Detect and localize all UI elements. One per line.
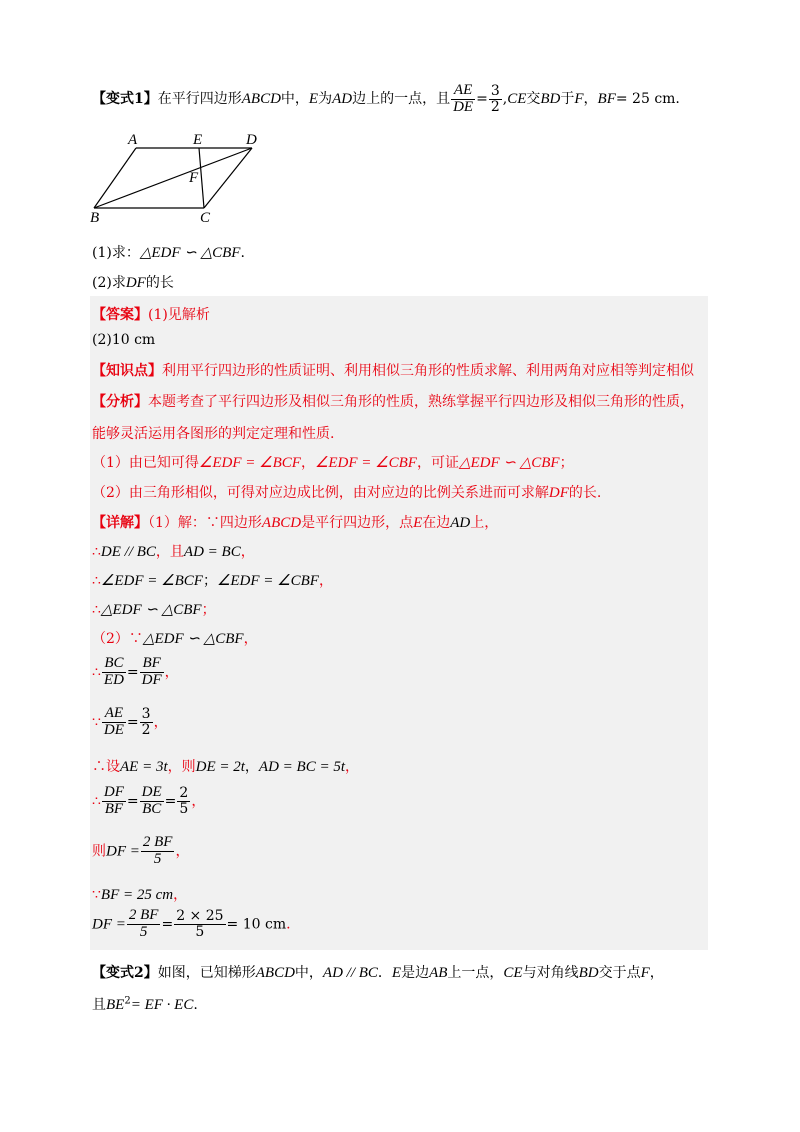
variant2-expr: E xyxy=(391,965,402,981)
analysis-line-2 xyxy=(92,423,334,443)
detail-expr: ABCD xyxy=(261,515,302,531)
fraction-den: 5 xyxy=(195,923,205,940)
detail-line-4 xyxy=(92,599,216,619)
q2-df: DF xyxy=(125,275,146,291)
therefore: ∴ xyxy=(92,544,101,560)
analysis-expr: △EDF ∽ △CBF xyxy=(458,455,560,471)
fraction-num: BF xyxy=(140,656,164,673)
fraction xyxy=(174,909,225,939)
variant2-text: 且 xyxy=(92,997,106,1013)
detail-text: 在边 xyxy=(422,515,451,531)
analysis-tag: 【分析】 xyxy=(92,394,148,410)
variant2-expr: ABCD xyxy=(255,965,295,981)
variant2-text: ． xyxy=(377,965,392,981)
variant2-text: ， xyxy=(649,965,664,981)
stem-text: 在平行四边形 xyxy=(157,91,242,107)
detail-line-3 xyxy=(92,570,333,590)
detail-line-2 xyxy=(92,541,255,561)
fraction xyxy=(177,786,190,816)
detail-expr: DE = 2t xyxy=(195,759,245,775)
analysis-text: ； xyxy=(559,455,574,471)
stem-text: 于 xyxy=(560,91,575,107)
fraction-num: AE xyxy=(102,706,126,723)
answer-tag: 【答案】 xyxy=(92,307,148,323)
variant2-expr: BD xyxy=(578,965,599,981)
answer-2: (2)10 cm xyxy=(92,332,156,348)
fraction xyxy=(140,656,164,689)
fraction-den: 5 xyxy=(153,850,162,867)
detail-text: ， xyxy=(243,631,258,647)
because: ∵ xyxy=(92,887,101,903)
label-b: B xyxy=(90,210,100,226)
math-bf-value: = 25 cm. xyxy=(615,91,680,107)
stem-text: 中， xyxy=(280,91,309,107)
detail-text: ， xyxy=(164,664,179,681)
detail-text: ， xyxy=(153,714,168,731)
detail-expr: AE = 3t xyxy=(120,759,168,775)
detail-line-5 xyxy=(92,628,258,648)
detail-tag: 【详解】 xyxy=(92,515,148,531)
then: 则 xyxy=(92,843,106,860)
q1-text: (1)求： xyxy=(92,245,140,261)
detail-line-10 xyxy=(92,835,189,868)
analysis-text: ，可证 xyxy=(416,455,459,471)
analysis-expr: ∠EDF = ∠CBF xyxy=(314,455,417,471)
detail-expr: AD = BC = 5t xyxy=(258,759,345,775)
knowledge-tag: 【知识点】 xyxy=(92,363,162,379)
detail-line-6 xyxy=(92,656,179,689)
stem-text: 交 xyxy=(526,91,541,107)
fraction xyxy=(140,707,153,737)
q2-end: 的长 xyxy=(145,275,174,291)
answer-2-line xyxy=(92,332,155,348)
detail-text: ， xyxy=(240,544,255,560)
fraction-num: 3 xyxy=(141,706,151,723)
label-d: D xyxy=(246,132,257,148)
fraction-den: DE xyxy=(103,721,124,738)
detail-expr: AD = BC xyxy=(183,544,241,560)
fraction-num: 2 BF xyxy=(128,907,159,923)
fraction xyxy=(102,706,126,739)
q1-end: . xyxy=(240,245,245,261)
stem-text: 边上的一点，且 xyxy=(352,91,451,107)
label-c: C xyxy=(200,210,211,226)
variant2-expr: AB xyxy=(429,965,448,981)
fraction-ae-de xyxy=(451,83,475,116)
detail-text: ， xyxy=(318,573,333,589)
fraction xyxy=(140,785,164,818)
fraction-den: 5 xyxy=(179,800,189,817)
fraction-den: BC xyxy=(142,800,162,817)
detail-text: ，则 xyxy=(167,759,196,775)
because: （2）∵ xyxy=(92,631,143,647)
variant2-text: 与对角线 xyxy=(522,965,579,981)
stem-text: , xyxy=(502,91,508,107)
variant2-text: 上一点， xyxy=(447,965,504,981)
variant2-text: 如图，已知梯形 xyxy=(157,965,256,981)
detail-line-11 xyxy=(92,884,187,904)
q2-text: (2)求 xyxy=(92,275,126,291)
knowledge-text: 利用平行四边形的性质证明、利用相似三角形的性质求解、利用两角对应相等判定相似 xyxy=(162,363,694,379)
variant2-line-1 xyxy=(92,962,664,982)
variant2-text: . xyxy=(193,997,198,1013)
question-1 xyxy=(92,242,245,262)
detail-text: ， xyxy=(175,843,190,860)
question-2 xyxy=(92,272,174,292)
detail-text: . xyxy=(286,916,291,933)
detail-text: ， xyxy=(345,759,359,775)
analysis-text: 能够灵活运用各图形的判定定理和性质. xyxy=(92,426,335,442)
analysis-expr: ∠EDF = ∠BCF xyxy=(198,455,301,471)
fraction-den: DE xyxy=(453,98,474,115)
variant2-text: 中， xyxy=(294,965,323,981)
math-bf: BF xyxy=(597,91,616,107)
math-e: E xyxy=(308,91,319,107)
therefore: ∴ xyxy=(92,573,101,589)
detail-text: 上， xyxy=(470,515,499,531)
fraction-den: DF xyxy=(141,671,162,688)
stem-text: ， xyxy=(583,91,598,107)
label-e: E xyxy=(193,132,203,148)
fraction-den: 2 xyxy=(490,98,500,115)
detail-text: 是平行四边形，点 xyxy=(301,515,414,531)
answer-1: (1)见解析 xyxy=(148,307,210,323)
detail-expr: DF = xyxy=(92,916,126,933)
math-ad: AD xyxy=(332,91,353,107)
detail-expr: AD xyxy=(450,515,471,531)
fraction-num: 3 xyxy=(490,82,500,99)
detail-expr: ∠EDF = ∠BCF xyxy=(100,573,203,589)
fraction xyxy=(102,785,126,818)
label-a: A xyxy=(128,132,138,148)
therefore: ∴ xyxy=(92,793,101,810)
fraction-num: 2 xyxy=(179,785,189,802)
analysis-expr: DF xyxy=(548,485,569,501)
fraction-num: 2 × 25 xyxy=(176,908,224,925)
detail-text: ，且 xyxy=(155,544,184,560)
variant1-statement xyxy=(92,80,680,118)
detail-line-1 xyxy=(92,512,498,532)
fraction-num: DE xyxy=(141,784,162,800)
variant2-line-2 xyxy=(92,994,198,1014)
detail-line-9 xyxy=(92,785,205,818)
detail-text: ， xyxy=(173,887,188,903)
variant1-tag: 【变式1】 xyxy=(92,91,158,107)
variant2-text: 交于点 xyxy=(598,965,641,981)
analysis-text: 本题考查了平行四边形及相似三角形的性质，熟练掌握平行四边形及相似三角形的性质， xyxy=(148,394,694,410)
math-abcd: ABCD xyxy=(241,91,281,107)
analysis-text: ， xyxy=(300,455,315,471)
equals: = xyxy=(161,916,174,933)
detail-line-8 xyxy=(92,756,359,776)
math-f: F xyxy=(574,91,584,107)
variant2-text: 是边 xyxy=(401,965,430,981)
equals: = xyxy=(126,664,139,681)
variant2-expr: = EF · EC xyxy=(130,997,194,1013)
detail-expr: △EDF ∽ △CBF xyxy=(100,602,202,618)
detail-text: ， xyxy=(191,793,206,810)
variant2-expr: CE xyxy=(503,965,523,981)
stem-text: 为 xyxy=(318,91,333,107)
detail-expr: E xyxy=(413,515,423,531)
detail-expr: BF = 25 cm xyxy=(100,887,174,903)
analysis-text: （2）由三角形相似，可得对应边成比例，由对应边的比例关系进而可求解 xyxy=(92,485,549,501)
fraction xyxy=(102,656,126,689)
detail-expr: DF = xyxy=(106,843,140,860)
q1-expr: △EDF ∽ △CBF xyxy=(139,245,241,261)
equals: = xyxy=(126,714,139,731)
therefore: ∴ xyxy=(92,602,101,618)
answer-line xyxy=(92,304,210,324)
analysis-line-4 xyxy=(92,482,601,502)
fraction-den: BF xyxy=(104,800,124,817)
equals: = xyxy=(476,91,488,107)
variant2-expr: BE xyxy=(106,997,125,1013)
detail-text: ， xyxy=(244,759,259,775)
parallelogram-figure xyxy=(88,128,268,228)
detail-text: ； xyxy=(202,573,217,589)
detail-expr: DE // BC xyxy=(100,544,156,560)
side-ba xyxy=(94,148,136,208)
fraction-num: DF xyxy=(103,784,124,800)
fraction xyxy=(127,908,161,941)
segment-ce xyxy=(199,148,204,208)
detail-expr: △EDF ∽ △CBF xyxy=(142,631,244,647)
fraction-num: 2 BF xyxy=(142,834,173,850)
detail-line-7 xyxy=(92,706,168,739)
variant2-sup: 2 xyxy=(124,995,131,1007)
analysis-line-1 xyxy=(92,391,694,411)
analysis-text: （1）由已知可得 xyxy=(92,455,199,471)
label-f: F xyxy=(189,170,199,186)
analysis-text: 的长. xyxy=(568,485,602,501)
detail-text: （1）解：∵四边形 xyxy=(148,515,262,531)
fraction xyxy=(141,835,175,868)
knowledge-line xyxy=(92,360,694,380)
variant2-expr: F xyxy=(640,965,650,981)
variant2-tag: 【变式2】 xyxy=(92,965,158,981)
math-bd: BD xyxy=(540,91,561,107)
math-ce: CE xyxy=(507,91,527,107)
fraction-3-2 xyxy=(489,84,502,114)
detail-text: ； xyxy=(201,602,216,618)
therefore: ∴ xyxy=(92,664,101,681)
fraction-num: AE xyxy=(451,83,475,100)
fraction-den: 2 xyxy=(141,721,151,738)
equals: = xyxy=(126,793,139,810)
detail-expr: = 10 cm xyxy=(226,916,287,933)
therefore-let: ∴设 xyxy=(92,759,120,775)
equals: = xyxy=(164,793,177,810)
because: ∵ xyxy=(92,714,101,731)
analysis-line-3 xyxy=(92,452,574,472)
variant2-expr: AD // BC xyxy=(322,965,378,981)
detail-line-12 xyxy=(92,908,291,941)
fraction-den: 5 xyxy=(139,923,148,940)
detail-expr: ∠EDF = ∠CBF xyxy=(216,573,319,589)
fraction-num: BC xyxy=(102,656,126,673)
fraction-den: ED xyxy=(103,671,124,688)
